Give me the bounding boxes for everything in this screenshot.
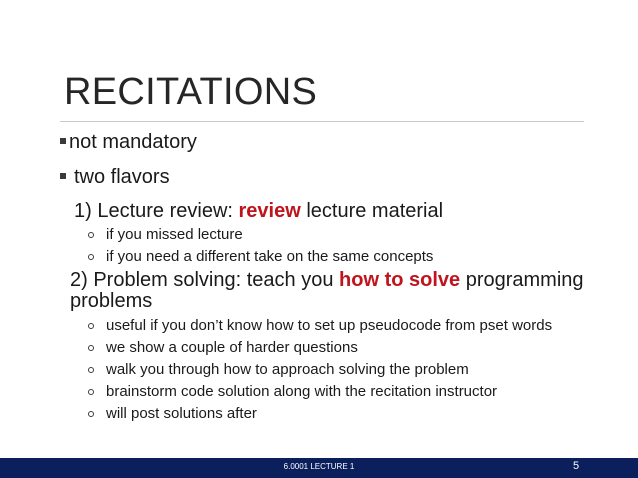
highlight-review: review [238, 200, 301, 222]
list-item: useful if you don’t know how to set up pseudocode from pset words [88, 317, 552, 335]
list-item: we show a couple of harder questions [88, 339, 358, 357]
circle-bullet-icon [88, 411, 94, 417]
circle-bullet-icon [88, 323, 94, 329]
square-bullet-icon [60, 173, 66, 179]
page-number: 5 [573, 460, 580, 472]
slide-title: RECITATIONS [64, 71, 318, 113]
circle-bullet-icon [88, 232, 94, 238]
list-item: will post solutions after [88, 405, 257, 423]
bullet-not-mandatory: not mandatory [60, 130, 197, 154]
circle-bullet-icon [88, 367, 94, 373]
list-item: brainstorm code solution along with the recitation instructor [88, 383, 497, 401]
bullet-two-flavors: two flavors [60, 165, 170, 189]
lecture-review-heading: 1) Lecture review: review lecture material [74, 200, 444, 222]
title-divider [60, 121, 584, 122]
list-item: if you need a different take on the same concepts [88, 248, 433, 266]
problem-solving-heading: 2) Problem solving: teach you how to solve programming [70, 269, 584, 291]
circle-bullet-icon [88, 254, 94, 260]
footer-bar [0, 458, 638, 478]
list-item: walk you through how to approach solving the problem [88, 361, 469, 379]
list-item: if you missed lecture [88, 226, 243, 244]
problem-solving-heading-cont: problems [70, 290, 153, 312]
circle-bullet-icon [88, 345, 94, 351]
highlight-how-to-solve: how to solve [339, 269, 461, 291]
square-bullet-icon [60, 138, 66, 144]
footer-label: 6.0001 LECTURE 1 [283, 462, 355, 471]
circle-bullet-icon [88, 389, 94, 395]
